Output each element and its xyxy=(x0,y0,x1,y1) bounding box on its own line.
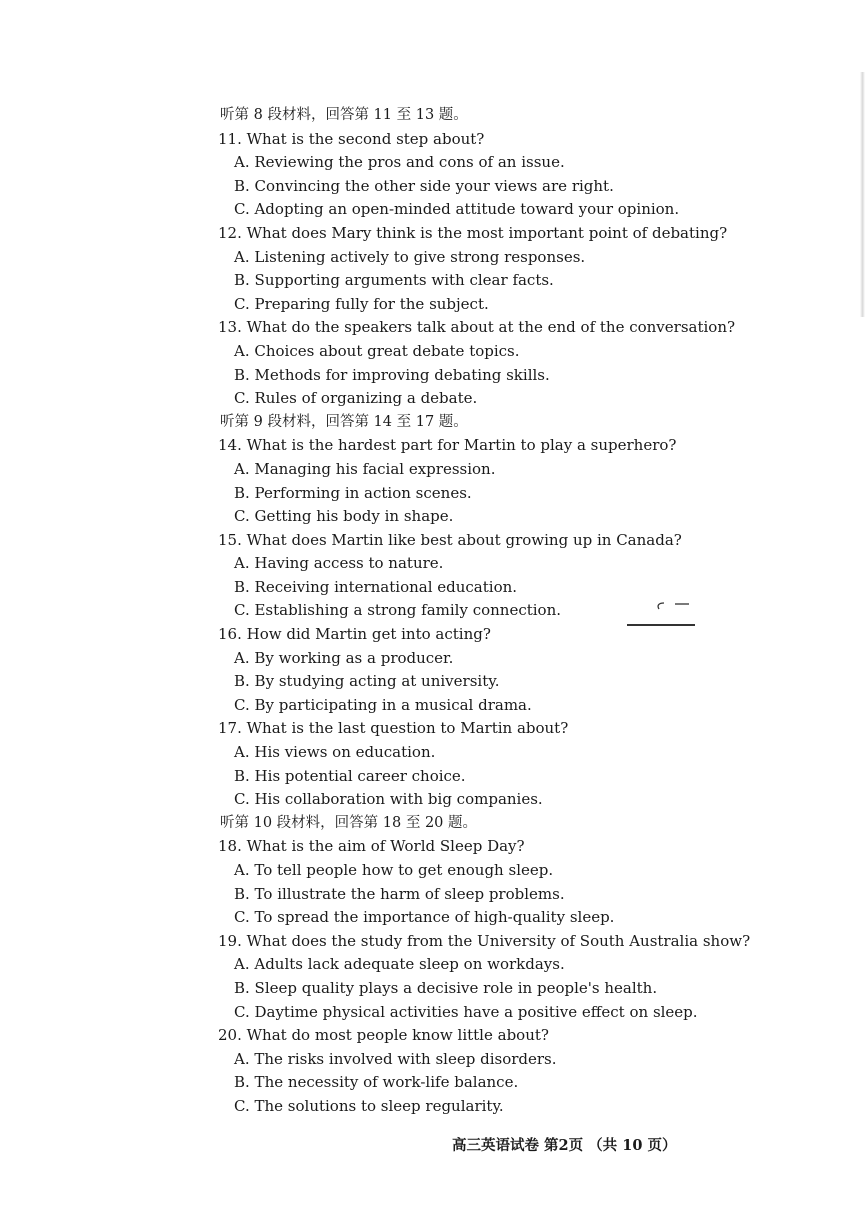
question-list xyxy=(210,104,751,1119)
section-heading: 听第 9 段材料，回答第 14 至 17 题。 xyxy=(220,413,468,430)
answer-option: C. By participating in a musical drama. xyxy=(234,695,532,714)
scan-edge-mark xyxy=(860,72,865,317)
answer-option: C. Getting his body in shape. xyxy=(234,507,454,526)
answer-option: A. Reviewing the pros and cons of an issue. xyxy=(234,153,565,172)
answer-option: A. Choices about great debate topics. xyxy=(234,341,520,360)
section-heading: 听第 10 段材料，回答第 18 至 20 题。 xyxy=(220,814,478,831)
answer-option: A. By working as a producer. xyxy=(234,648,454,667)
question-text: 15. What does Martin like best about growing up in Canada? xyxy=(218,530,682,549)
answer-option: B. Supporting arguments with clear facts. xyxy=(234,271,554,290)
question-text: 20. What do most people know little about? xyxy=(218,1026,549,1045)
question-text: 19. What does the study from the University of South Australia show? xyxy=(218,931,751,950)
answer-option: C. Adopting an open-minded attitude toward your opinion. xyxy=(234,200,680,219)
answer-option: A. Having access to nature. xyxy=(234,554,444,573)
answer-option: A. His views on education. xyxy=(234,743,436,762)
answer-option: B. Sleep quality plays a decisive role in people's health. xyxy=(234,978,658,997)
answer-option: A. The risks involved with sleep disorders. xyxy=(234,1049,557,1068)
question-text: 18. What is the aim of World Sleep Day? xyxy=(218,837,525,856)
question-text: 11. What is the second step about? xyxy=(218,129,485,148)
answer-option: C. His collaboration with big companies. xyxy=(234,790,543,809)
answer-option: B. Receiving international education. xyxy=(234,577,518,596)
question-text: 12. What does Mary think is the most important point of debating? xyxy=(218,223,728,242)
question-text: 17. What is the last question to Martin about? xyxy=(218,719,569,738)
answer-option: C. Daytime physical activities have a positive effect on sleep. xyxy=(234,1002,698,1021)
pen-mark xyxy=(655,601,693,611)
answer-option: C. Preparing fully for the subject. xyxy=(234,294,489,313)
answer-option: B. Methods for improving debating skills. xyxy=(234,365,550,384)
answer-option: B. The necessity of work-life balance. xyxy=(234,1073,519,1092)
answer-option: C. Rules of organizing a debate. xyxy=(234,389,478,408)
answer-option: A. Adults lack adequate sleep on workdays. xyxy=(234,955,565,974)
answer-option: B. His potential career choice. xyxy=(234,766,466,785)
question-text: 13. What do the speakers talk about at the end of the conversation? xyxy=(218,318,736,337)
question-text: 14. What is the hardest part for Martin to play a superhero? xyxy=(218,436,677,455)
answer-option: A. Listening actively to give strong responses. xyxy=(234,247,586,266)
answer-option: B. Performing in action scenes. xyxy=(234,483,472,502)
question-text: 16. How did Martin get into acting? xyxy=(218,625,491,644)
answer-option: B. By studying acting at university. xyxy=(234,672,500,691)
section-heading: 听第 8 段材料，回答第 11 至 13 题。 xyxy=(220,107,468,123)
answer-option: C. Establishing a strong family connection. xyxy=(234,601,562,620)
answer-option: C. The solutions to sleep regularity. xyxy=(234,1096,504,1115)
page-footer: 高三英语试卷 第2页 （共 10 页） xyxy=(452,1137,677,1154)
answer-option: B. To illustrate the harm of sleep problems. xyxy=(234,884,565,903)
pen-underline-mark xyxy=(627,624,695,626)
answer-option: C. To spread the importance of high-quality sleep. xyxy=(234,908,615,927)
answer-option: A. Managing his facial expression. xyxy=(234,459,496,478)
answer-option: B. Convincing the other side your views are right. xyxy=(234,176,614,195)
answer-option: A. To tell people how to get enough sleep. xyxy=(234,861,554,879)
